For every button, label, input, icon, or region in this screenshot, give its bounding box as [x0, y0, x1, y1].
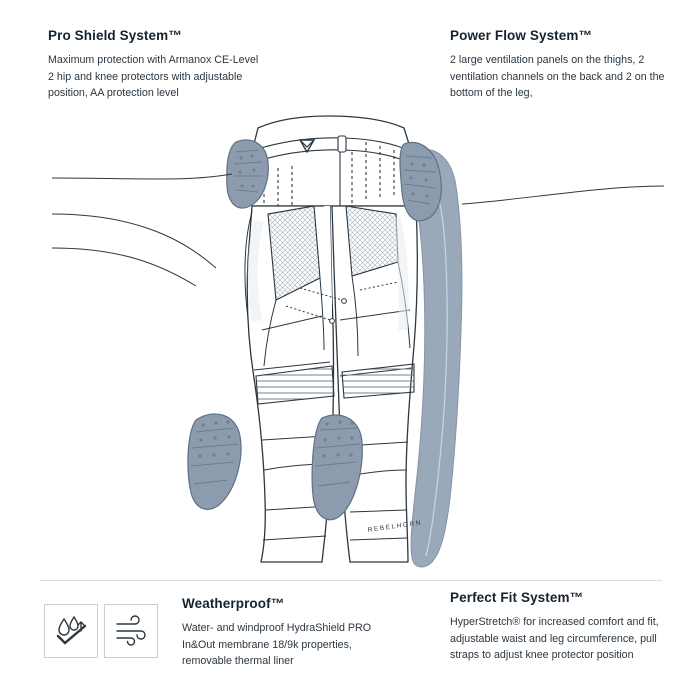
- bottom-divider: [40, 580, 662, 581]
- callout-power-flow-body: 2 large ventilation panels on the thighs, 2 ventilation channels on the back and 2 on the bottom of the leg,: [450, 54, 665, 100]
- callout-power-flow: [450, 28, 665, 102]
- windproof-icon: [104, 604, 158, 658]
- callout-perfect-fit-body: HyperStretch® for increased comfort and fit, adjustable waist and leg circumference, pull straps to adjust knee protector position: [450, 616, 659, 662]
- water-repellent-icon: [44, 604, 98, 658]
- callout-perfect-fit: [450, 590, 668, 664]
- callout-power-flow-title: Power Flow System™: [450, 28, 593, 43]
- callout-weatherproof-title: Weatherproof™: [182, 596, 285, 611]
- callout-weatherproof: [182, 596, 397, 670]
- knee-protector-left: [188, 414, 241, 509]
- callout-perfect-fit-title: Perfect Fit System™: [450, 590, 584, 605]
- callout-pro-shield: [48, 28, 263, 102]
- callout-pro-shield-title: Pro Shield System™: [48, 28, 182, 43]
- callout-pro-shield-body: Maximum protection with Armanox CE-Level 2 hip and knee protectors with adjustable position, AA protection level: [48, 54, 259, 100]
- leg-brand-mark: REBELHORN: [367, 519, 423, 534]
- callout-weatherproof-body: Water- and windproof HydraShield PRO In&Out membrane 18/9k properties, removable thermal liner: [182, 622, 372, 668]
